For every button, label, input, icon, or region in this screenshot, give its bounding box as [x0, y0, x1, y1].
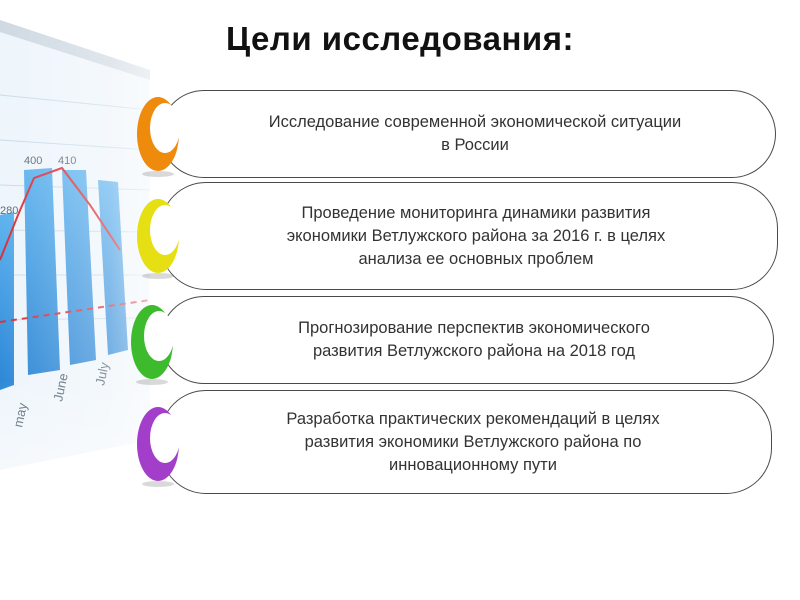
goal-text-1: Исследование современной экономической ситуации в России — [268, 113, 682, 154]
orange-egg-marker — [136, 94, 190, 178]
yellow-egg-marker — [136, 196, 190, 280]
goal-text-3: Прогнозирование перспектив экономического развития Ветлужского района на 2018 год — [298, 319, 650, 360]
goal-box-4 — [160, 390, 772, 494]
goal-box-3 — [160, 296, 774, 384]
goal-text-2: Проведение мониторинга динамики развития экономики Ветлужского района за 2016 г. в целях анализа ее основных проблем — [286, 203, 666, 268]
green-egg-marker — [130, 302, 184, 386]
goal-box-2 — [160, 182, 778, 290]
goal-text-4: Разработка практических рекомендаций в целях развития экономики Ветлужского района по инновационному пути — [286, 409, 660, 474]
purple-egg-marker — [136, 404, 190, 488]
slide-title: Цели исследования: — [226, 20, 574, 57]
goal-box-1 — [160, 90, 776, 178]
